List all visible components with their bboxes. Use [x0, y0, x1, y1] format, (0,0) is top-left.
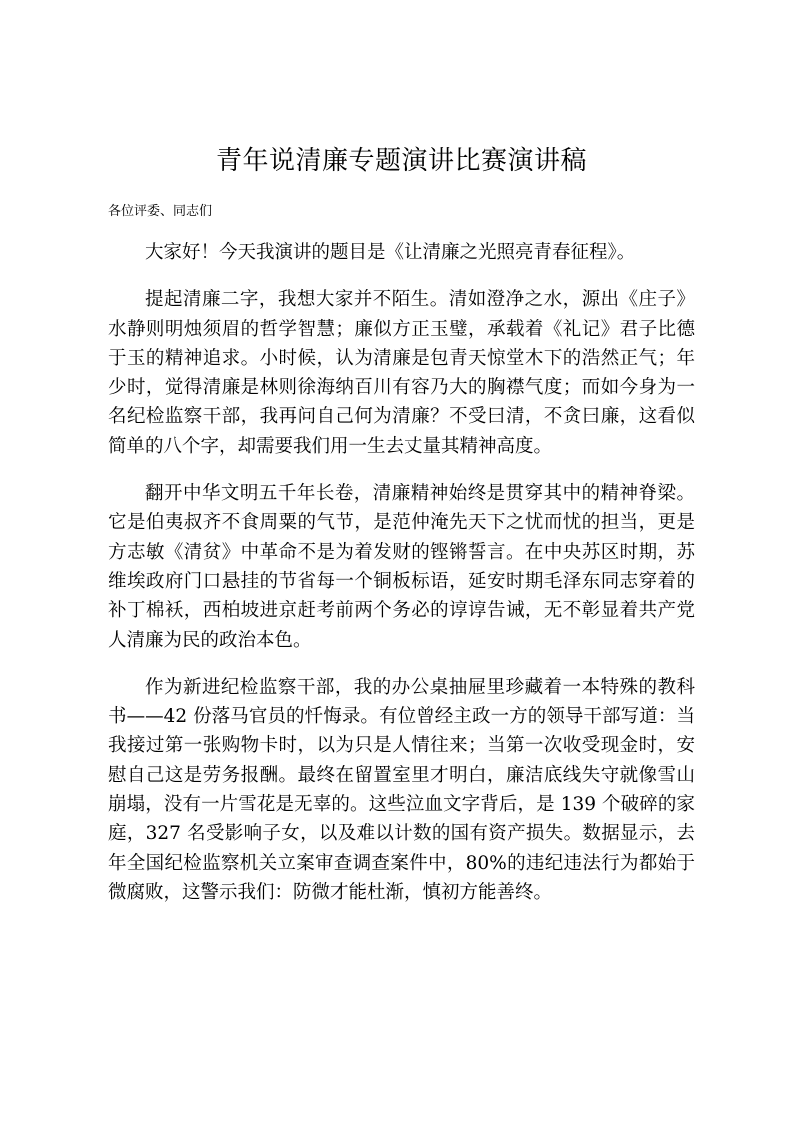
paragraph-2: 提起清廉二字，我想大家并不陌生。清如澄净之水，源出《庄子》水静则明烛须眉的哲学智慧；廉似方正玉璧，承载着《礼记》君子比德于玉的精神追求。小时候，认为清廉是包青天惊堂木下的浩然正气；年少时，觉得清廉是林则徐海纳百川有容乃大的胸襟气度；而如今身为一名纪检监察干部，我再问自己何为清廉？不受曰清，不贪曰廉，这看似简单的八个字，却需要我们用一生去丈量其精神高度。 — [108, 289, 695, 457]
paragraph-4: 作为新进纪检监察干部，我的办公桌抽屉里珍藏着一本特殊的教科书——42 份落马官员的忏悔录。有位曾经主政一方的领导干部写道：当我接过第一张购物卡时，以为只是人情往来；当第一次收受现金时，安慰自己这是劳务报酬。最终在留置室里才明白，廉洁底线失守就像雪山崩塌，没有一片雪花是无辜的。这些泣血文字背后，是 139 个破碎的家庭，327 名受影响子女，以及难以计数的国有资产损失。数据显示，去年全国纪检监察机关立案审查调查案件中，80%的违纪违法行为都始于微腐败，这警示我们：防微才能杜渐，慎初方能善终。 — [108, 676, 695, 903]
salutation: 各位评委、同志们 — [108, 204, 213, 219]
document-title: 青年说清廉专题演讲比赛演讲稿 — [215, 146, 587, 176]
paragraph-3: 翻开中华文明五千年长卷，清廉精神始终是贯穿其中的精神脊梁。它是伯夷叔齐不食周粟的气节，是范仲淹先天下之忧而忧的担当，更是方志敏《清贫》中革命不是为着发财的铿锵誓言。在中央苏区时期，苏维埃政府门口悬挂的节省每一个铜板标语，延安时期毛泽东同志穿着的补丁棉袄，西柏坡进京赶考前两个务必的谆谆告诫，无不彰显着共产党人清廉为民的政治本色。 — [108, 483, 695, 651]
paragraph-1: 大家好！今天我演讲的题目是《让清廉之光照亮青春征程》。 — [145, 242, 636, 263]
